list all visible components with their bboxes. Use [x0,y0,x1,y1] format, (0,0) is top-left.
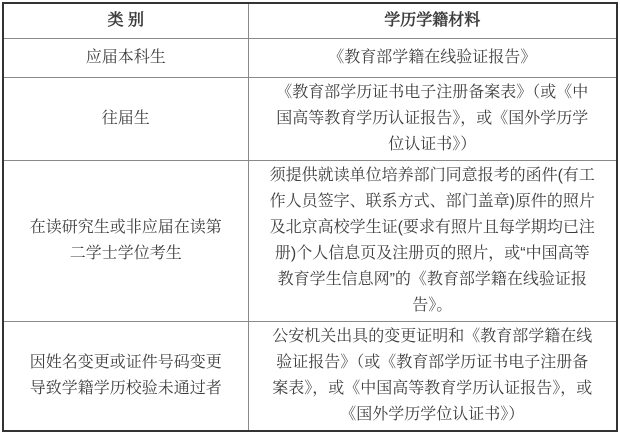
table-row-name-id-changed [3,322,617,432]
table-row-current-students [3,161,617,322]
header-category: 类 别 [3,3,248,39]
materials-cell: 须提供就读单位培养部门同意报考的函件(有工作人员签字、联系方式、部门盖章)原件的照片及北京高校学生证(要求有照片且每学期均已注册)个人信息页及注册页的照片，或“中国高等教育学生信息网”的《教育部学籍在线验证报告》。 [248,161,617,322]
category-cell: 因姓名变更或证件号码变更导致学籍学历校验未通过者 [3,322,248,432]
category-cell: 在读研究生或非应届在读第二学士学位考生 [3,161,248,322]
category-cell: 往届生 [3,78,248,161]
materials-table [2,2,618,432]
materials-cell: 《教育部学历证书电子注册备案表》（或《中国高等教育学历认证报告》，或《国外学历学位认证书》） [248,78,617,161]
materials-cell: 《教育部学籍在线验证报告》 [248,39,617,78]
materials-cell: 公安机关出具的变更证明和《教育部学籍在线验证报告》（或《教育部学历证书电子注册备案表》，或《中国高等教育学历认证报告》，或《国外学历学位认证书》） [248,322,617,432]
category-cell: 应届本科生 [3,39,248,78]
header-materials: 学历学籍材料 [248,3,617,39]
header-row [3,3,617,39]
table-row-previous-graduates [3,78,617,161]
table-row-fresh-graduates [3,39,617,78]
